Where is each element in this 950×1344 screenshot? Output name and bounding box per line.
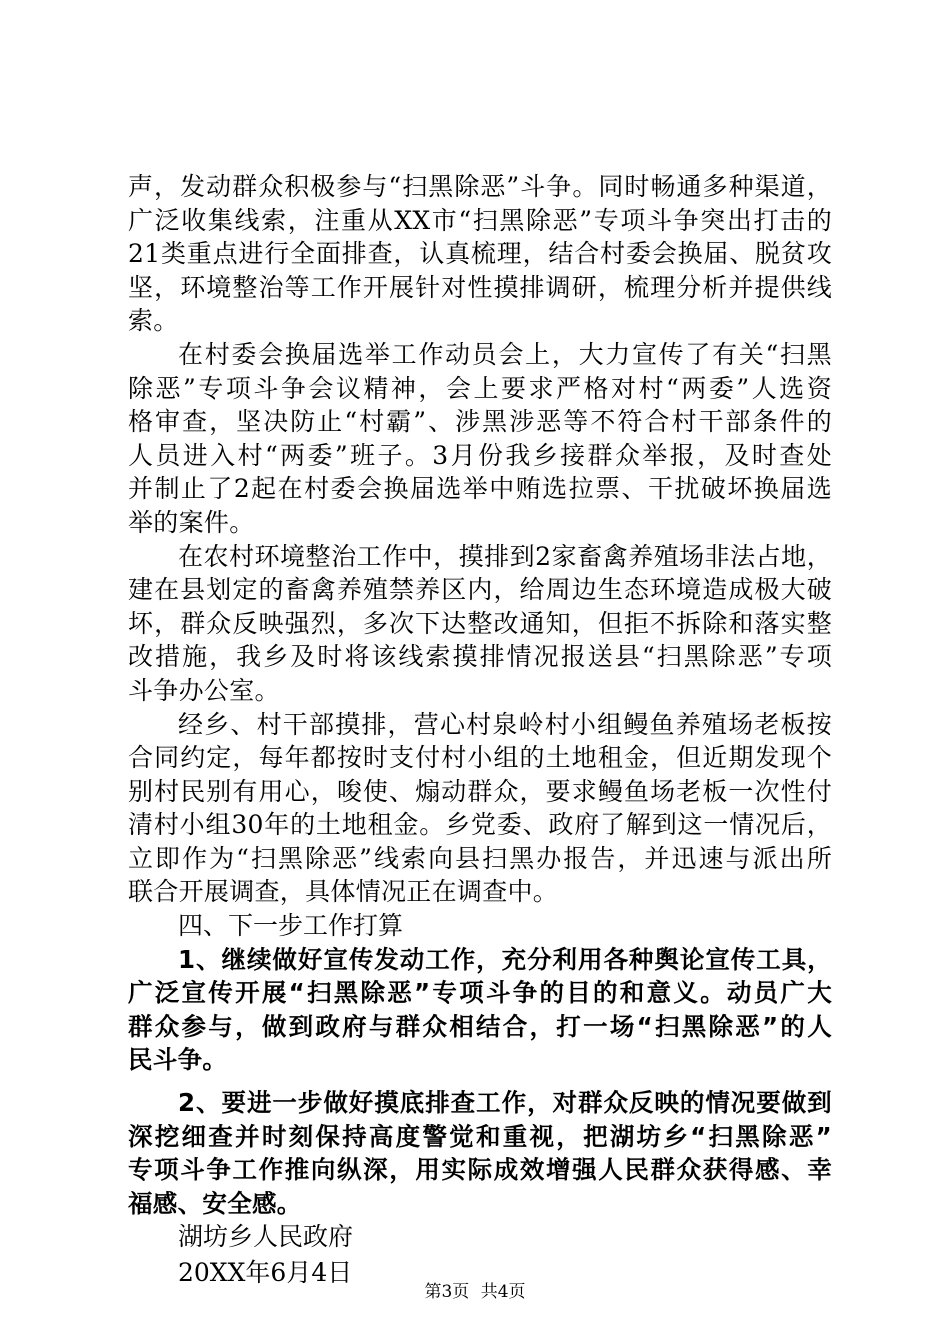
text-line: 2、要进一步做好摸底排查工作，对群众反映的情况要做到	[178, 1088, 832, 1118]
text-line: 索。	[128, 306, 179, 336]
paragraph	[128, 708, 832, 910]
text-line: 改措施，我乡及时将该线索摸排情况报送县“扫黑除恶”专项	[128, 642, 832, 672]
bold-paragraph	[128, 1086, 832, 1220]
text-line: 并制止了2起在村委会换届选举中贿选拉票、干扰破坏换届选	[128, 474, 832, 504]
text-line: 斗争办公室。	[128, 675, 280, 705]
bold-paragraph	[128, 943, 832, 1077]
section-heading: 四、下一步工作打算	[178, 911, 404, 941]
text-line: 合同约定，每年都按时支付村小组的土地租金，但近期发现个	[128, 743, 832, 773]
signature-date: 20XX年6月4日	[178, 1258, 353, 1288]
text-line: 民斗争。	[128, 1045, 228, 1075]
text-line: 坚，环境整治等工作开展针对性摸排调研，梳理分析并提供线	[128, 272, 832, 302]
text-line: 群众参与，做到政府与群众相结合，打一场“扫黑除恶”的人	[128, 1011, 832, 1041]
document-body	[128, 170, 832, 1292]
signature-org: 湖坊乡人民政府	[178, 1222, 354, 1252]
text-line: 福感、安全感。	[128, 1188, 302, 1218]
paragraph	[128, 338, 832, 540]
text-line: 1、继续做好宣传发动工作，充分利用各种舆论宣传工具，	[178, 944, 832, 974]
text-line: 经乡、村干部摸排，营心村泉岭村小组鳗鱼养殖场老板按	[178, 709, 832, 739]
paragraph	[128, 170, 832, 338]
text-line: 声，发动群众积极参与“扫黑除恶”斗争。同时畅通多种渠道，	[128, 172, 832, 201]
text-line: 建在县划定的畜禽养殖禁养区内，给周边生态环境造成极大破	[128, 575, 832, 605]
spacer	[128, 1077, 832, 1086]
text-line: 举的案件。	[128, 507, 255, 537]
text-line: 立即作为“扫黑除恶”线索向县扫黑办报告，并迅速与派出所	[128, 843, 832, 873]
page-number: 第3页	[424, 1282, 470, 1302]
text-line: 在村委会换届选举工作动员会上，大力宣传了有关“扫黑	[178, 339, 832, 369]
text-line: 在农村环境整治工作中，摸排到2家畜禽养殖场非法占地，	[178, 541, 832, 571]
text-line: 21类重点进行全面排查，认真梳理，结合村委会换届、脱贫攻	[128, 239, 832, 269]
text-line: 清村小组30年的土地租金。乡党委、政府了解到这一情况后，	[128, 810, 832, 840]
text-line: 专项斗争工作推向纵深，用实际成效增强人民群众获得感、幸	[128, 1155, 832, 1185]
text-line: 人员进入村“两委”班子。3月份我乡接群众举报，及时查处	[128, 440, 832, 470]
text-line: 广泛收集线索，注重从XX市“扫黑除恶”专项斗争突出打击的	[128, 205, 832, 235]
text-line: 广泛宣传开展“扫黑除恶”专项斗争的目的和意义。动员广大	[128, 978, 832, 1008]
text-line: 坏，群众反映强烈，多次下达整改通知，但拒不拆除和落实整	[128, 608, 832, 638]
paragraph	[128, 540, 832, 708]
text-line: 联合开展调查，具体情况正在调查中。	[128, 877, 559, 907]
page-footer	[0, 1281, 950, 1303]
text-line: 深挖细查并时刻保持高度警觉和重视，把湖坊乡“扫黑除恶”	[128, 1121, 832, 1151]
text-line: 除恶”专项斗争会议精神，会上要求严格对村“两委”人选资	[128, 373, 832, 403]
text-line: 格审查，坚决防止“村霸”、涉黑涉恶等不符合村干部条件的	[128, 407, 832, 437]
text-line: 别村民别有用心，唆使、煽动群众，要求鳗鱼场老板一次性付	[128, 776, 832, 806]
page-total: 共4页	[480, 1282, 526, 1302]
